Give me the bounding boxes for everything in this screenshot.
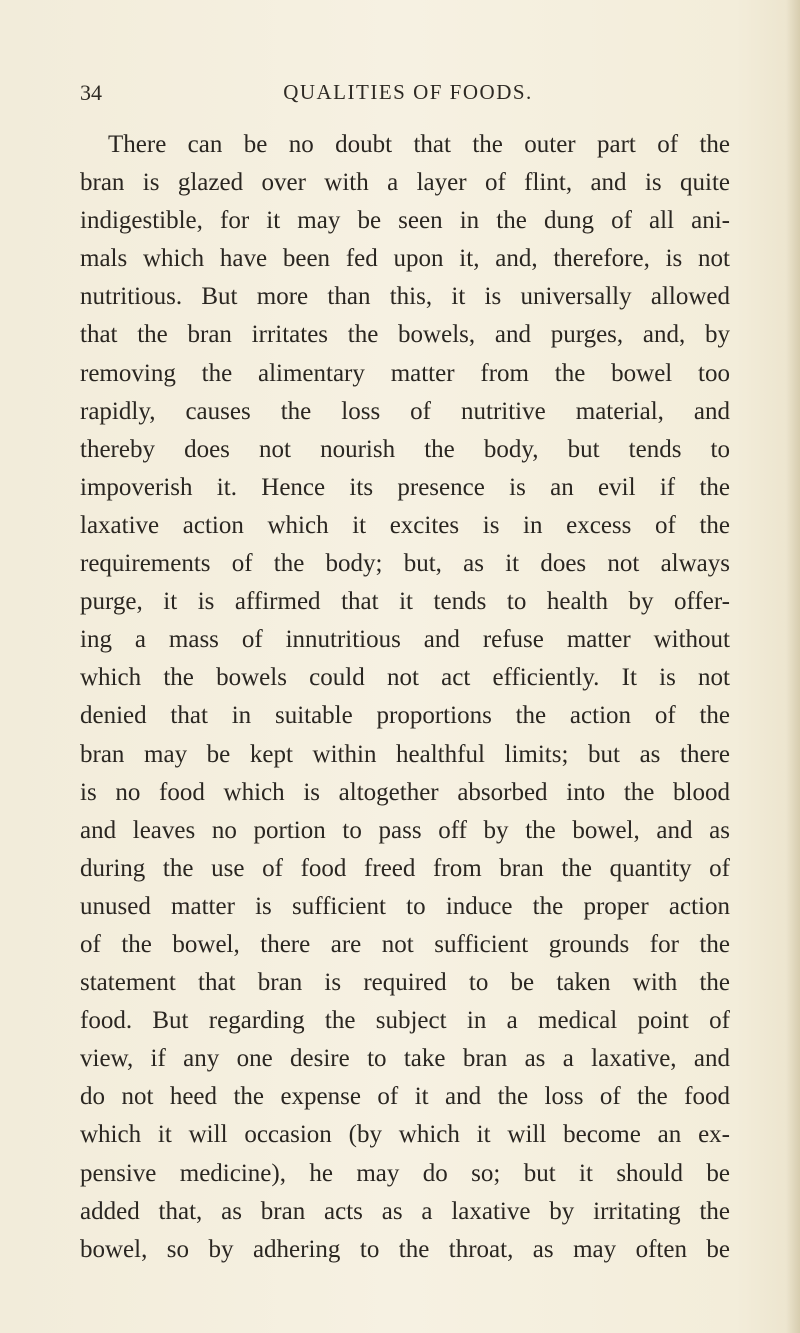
running-title: QUALITIES OF FOODS. — [283, 80, 533, 104]
text-line: requirements of the body; but, as it does not always — [80, 550, 730, 578]
text-line: bowel, so by adhering to the throat, as may often be — [80, 1235, 730, 1263]
text-line: bran may be kept within healthful limits; but as there — [80, 740, 730, 768]
text-line: do not heed the expense of it and the loss of the food — [80, 1083, 730, 1111]
text-line: thereby does not nourish the body, but tends to — [80, 435, 730, 463]
text-line: food. But regarding the subject in a medical point of — [80, 1007, 730, 1035]
text-line: bran is glazed over with a layer of flint, and is quite — [80, 169, 730, 197]
text-line: rapidly, causes the loss of nutritive material, and — [80, 397, 730, 425]
page-number: 34 — [80, 80, 102, 105]
text-line: is no food which is altogether absorbed into the blood — [80, 778, 730, 806]
text-line: laxative action which it excites is in excess of the — [80, 511, 730, 539]
text-line: purge, it is affirmed that it tends to health by offer- — [80, 588, 730, 616]
text-line: removing the alimentary matter from the bowel too — [80, 359, 730, 387]
text-line: indigestible, for it may be seen in the dung of all ani- — [80, 207, 730, 235]
text-line: view, if any one desire to take bran as a laxative, and — [80, 1045, 730, 1073]
text-line: of the bowel, there are not sufficient grounds for the — [80, 930, 730, 958]
body-paragraph — [80, 126, 730, 1269]
text-line: ing a mass of innutritious and refuse matter without — [80, 626, 730, 654]
text-line: There can be no doubt that the outer part of the — [108, 131, 730, 158]
text-line: during the use of food freed from bran the quantity of — [80, 854, 730, 882]
text-line: denied that in suitable proportions the action of the — [80, 702, 730, 730]
text-line: added that, as bran acts as a laxative by irritating the — [80, 1197, 730, 1225]
text-line: impoverish it. Hence its presence is an evil if the — [80, 473, 730, 501]
text-line: unused matter is sufficient to induce the proper action — [80, 892, 730, 920]
page-edge-shadow — [786, 0, 800, 1333]
text-line: and leaves no portion to pass off by the bowel, and as — [80, 816, 730, 844]
page-header — [78, 80, 738, 110]
text-line: nutritious. But more than this, it is universally allowed — [80, 283, 730, 311]
text-line: mals which have been fed upon it, and, therefore, is not — [80, 245, 730, 273]
text-line: statement that bran is required to be taken with the — [80, 969, 730, 997]
text-line: that the bran irritates the bowels, and purges, and, by — [80, 321, 730, 349]
text-line: which the bowels could not act efficiently. It is not — [80, 664, 730, 692]
text-line: which it will occasion (by which it will become an ex- — [80, 1121, 730, 1149]
text-line: pensive medicine), he may do so; but it should be — [80, 1159, 730, 1187]
